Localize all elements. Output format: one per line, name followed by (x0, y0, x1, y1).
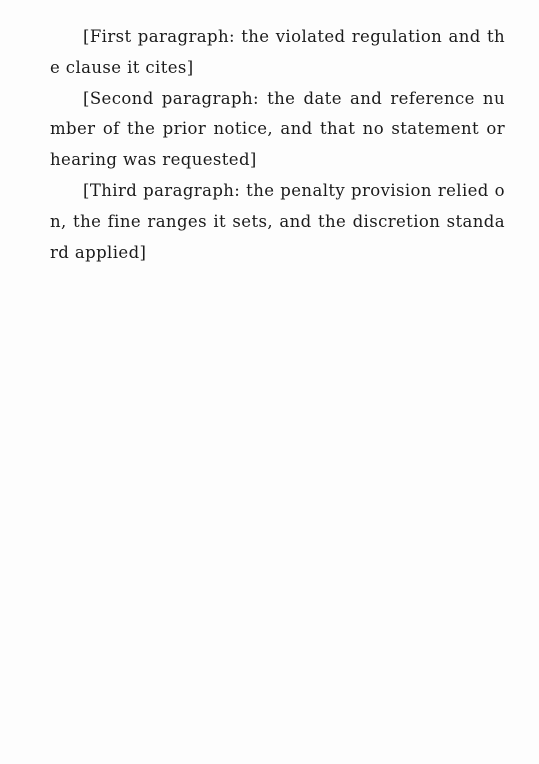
paragraph-legal-basis: [Third paragraph: the penalty provision relied on, the fine ranges it sets, and the discretion standard applied] (50, 180, 505, 262)
paragraph-notice: [Second paragraph: the date and reference number of the prior notice, and that no statement or hearing was requested] (50, 88, 505, 170)
paragraph-violation: [First paragraph: the violated regulation and the clause it cites] (50, 27, 505, 77)
